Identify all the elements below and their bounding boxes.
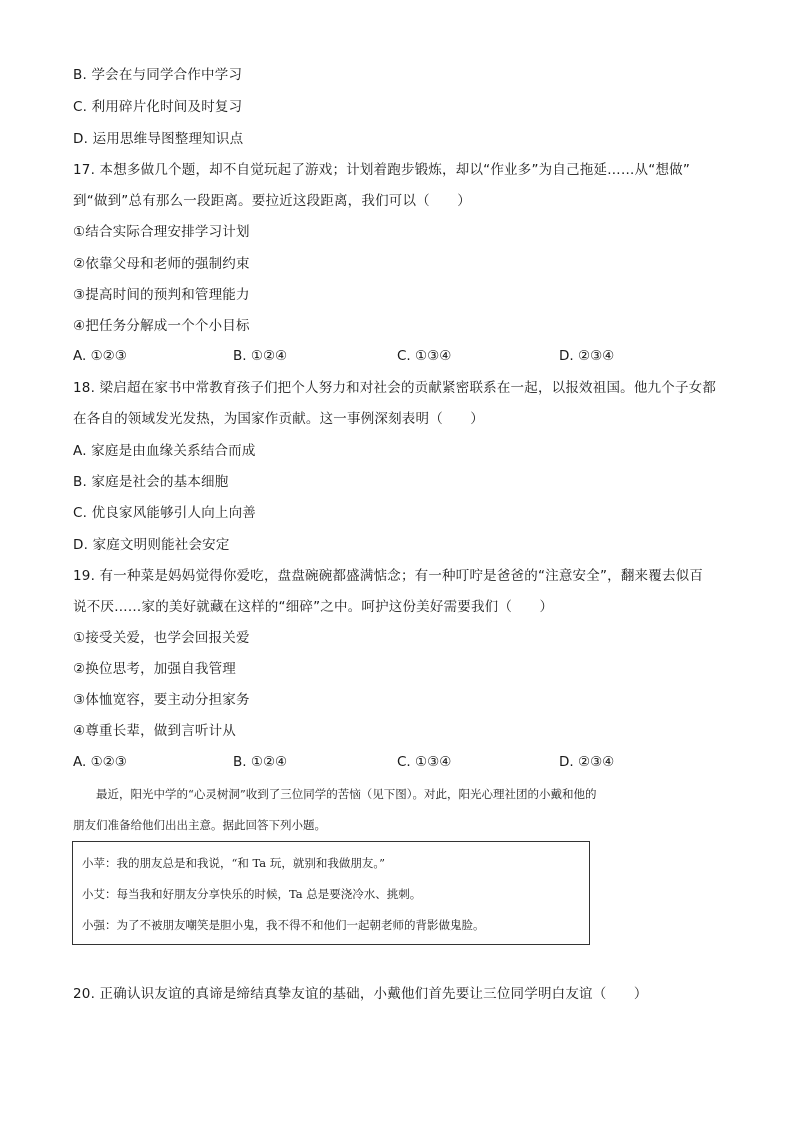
- q18-option-c: C. 优良家风能够引人向上向善: [73, 505, 257, 521]
- q19-item-1: ①接受关爱，也学会回报关爱: [73, 630, 250, 646]
- q17-item-1: ①结合实际合理安排学习计划: [73, 224, 250, 240]
- q19-option-b: B. ①②④: [233, 754, 288, 770]
- q17-option-a: A. ①②③: [73, 348, 127, 364]
- box-line-xiaoai: 小艾：每当我和好朋友分享快乐的时候，Ta 总是要浇冷水、挑刺。: [82, 887, 422, 901]
- question-18-stem: 18. 梁启超在家书中常教育孩子们把个人努力和对社会的贡献紧密联系在一起，以报效祖国。他九个子女都: [73, 380, 717, 396]
- q17-option-d: D. ②③④: [559, 348, 615, 364]
- line-option-c: C. 利用碎片化时间及时复习: [73, 99, 243, 115]
- q19-item-3: ③体恤宽容，要主动分担家务: [73, 692, 250, 708]
- question-18-stem-cont: 在各自的领域发光发热，为国家作贡献。这一事例深刻表明（ ）: [73, 411, 484, 427]
- box-line-xiaoqiang: 小强：为了不被朋友嘲笑是胆小鬼，我不得不和他们一起朝老师的背影做鬼脸。: [82, 918, 485, 932]
- question-19-stem-cont: 说不厌……家的美好就藏在这样的“细碎”之中。呵护这份美好需要我们（ ）: [73, 599, 554, 615]
- q17-option-c: C. ①③④: [397, 348, 452, 364]
- line-option-b: B. 学会在与同学合作中学习: [73, 67, 243, 83]
- q19-item-2: ②换位思考，加强自我管理: [73, 661, 237, 677]
- box-line-xiaoping: 小苹：我的朋友总是和我说，“和 Ta 玩，就别和我做朋友。”: [82, 856, 385, 870]
- line-option-d: D. 运用思维导图整理知识点: [73, 131, 244, 147]
- question-20-stem: 20. 正确认识友谊的真谛是缔结真挚友谊的基础，小戴他们首先要让三位同学明白友谊（ ）: [73, 986, 648, 1002]
- question-19-stem: 19. 有一种菜是妈妈觉得你爱吃，盘盘碗碗都盛满惦念；有一种叮咛是爸爸的“注意安全”，翻来覆去似百: [73, 568, 704, 584]
- q19-option-c: C. ①③④: [397, 754, 452, 770]
- scenario-intro-cont: 朋友们准备给他们出出主意。据此回答下列小题。: [73, 818, 326, 832]
- q18-option-d: D. 家庭文明则能社会安定: [73, 537, 230, 553]
- q19-option-a: A. ①②③: [73, 754, 127, 770]
- scenario-intro: 最近，阳光中学的“心灵树洞”收到了三位同学的苦恼（见下图）。对此，阳光心理社团的小戴和他的: [73, 787, 597, 801]
- question-17-stem: 17. 本想多做几个题，却不自觉玩起了游戏；计划着跑步锻炼，却以“作业多”为自己拖延……从“想做”: [73, 162, 691, 178]
- scenario-box: [72, 841, 590, 945]
- q19-options: [73, 754, 723, 772]
- q18-option-b: B. 家庭是社会的基本细胞: [73, 474, 229, 490]
- q17-options: [73, 348, 723, 366]
- q18-option-a: A. 家庭是由血缘关系结合而成: [73, 443, 256, 459]
- q19-item-4: ④尊重长辈，做到言听计从: [73, 723, 237, 739]
- q17-option-b: B. ①②④: [233, 348, 288, 364]
- question-17-stem-cont: 到“做到”总有那么一段距离。要拉近这段距离，我们可以（ ）: [73, 193, 471, 209]
- q17-item-2: ②依靠父母和老师的强制约束: [73, 256, 250, 272]
- q17-item-4: ④把任务分解成一个个小目标: [73, 318, 250, 334]
- q19-option-d: D. ②③④: [559, 754, 615, 770]
- q17-item-3: ③提高时间的预判和管理能力: [73, 287, 250, 303]
